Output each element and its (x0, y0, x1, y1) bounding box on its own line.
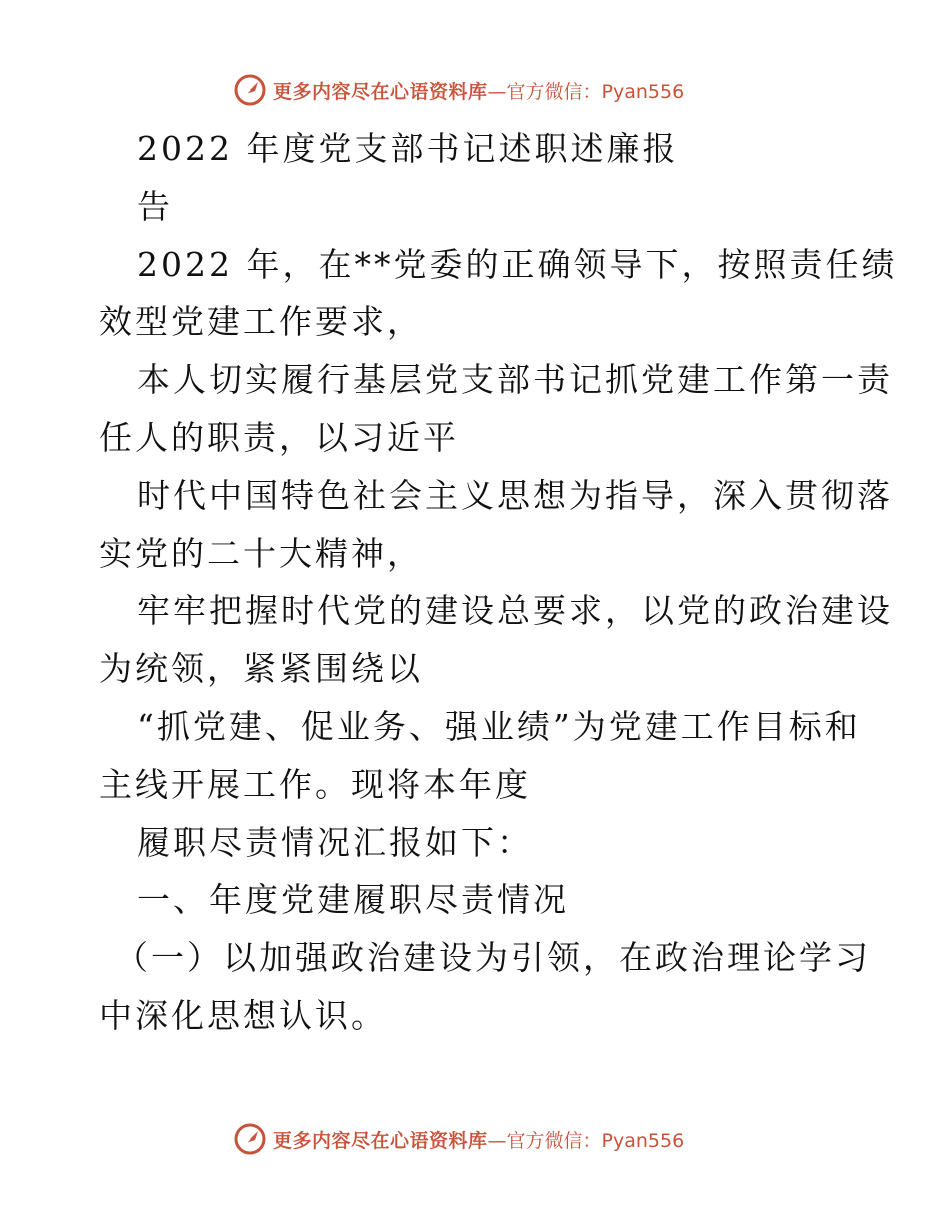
paragraph-line: 时代中国特色社会主义思想为指导，深入贯彻落 (137, 475, 893, 515)
subsection-heading-cont: 中深化思想认识。 (99, 995, 387, 1035)
watermark-main-text: 更多内容尽在心语资料库 (273, 80, 488, 103)
footer-watermark (233, 1120, 684, 1158)
paragraph-line: 任人的职责，以习近平 (99, 417, 459, 457)
subsection-heading: （一）以加强政治建设为引领，在政治理论学习 (115, 938, 871, 978)
header-watermark (233, 71, 684, 109)
paragraph-line: 实党的二十大精神， (99, 533, 423, 573)
title-line-1: 2022 年度党支部书记述职述廉报 (137, 129, 679, 168)
paragraph-line: 牢牢把握时代党的建设总要求，以党的政治建设 (137, 591, 893, 631)
watermark-sub-text: —官方微信：Pyan556 (487, 80, 685, 103)
section-heading: 一、年度党建履职尽责情况 (137, 880, 569, 920)
quill-logo-icon (233, 73, 267, 107)
paragraph-line: 2022 年，在**党委的正确领导下，按照责任绩 (137, 244, 898, 284)
document-body (99, 120, 898, 1045)
paragraph-line: 本人切实履行基层党支部书记抓党建工作第一责 (137, 360, 893, 400)
paragraph-line: “抓党建、促业务、强业绩”为党建工作目标和 (137, 706, 861, 746)
quill-logo-icon (233, 1122, 267, 1156)
title-line-2: 告 (137, 186, 173, 226)
paragraph-line: 履职尽责情况汇报如下： (137, 822, 533, 862)
watermark-main-text: 更多内容尽在心语资料库 (273, 1129, 488, 1152)
paragraph-line: 效型党建工作要求， (99, 302, 423, 342)
paragraph-line: 为统领，紧紧围绕以 (99, 649, 423, 689)
watermark-sub-text: —官方微信：Pyan556 (487, 1129, 685, 1152)
paragraph-line: 主线开展工作。现将本年度 (99, 764, 531, 804)
